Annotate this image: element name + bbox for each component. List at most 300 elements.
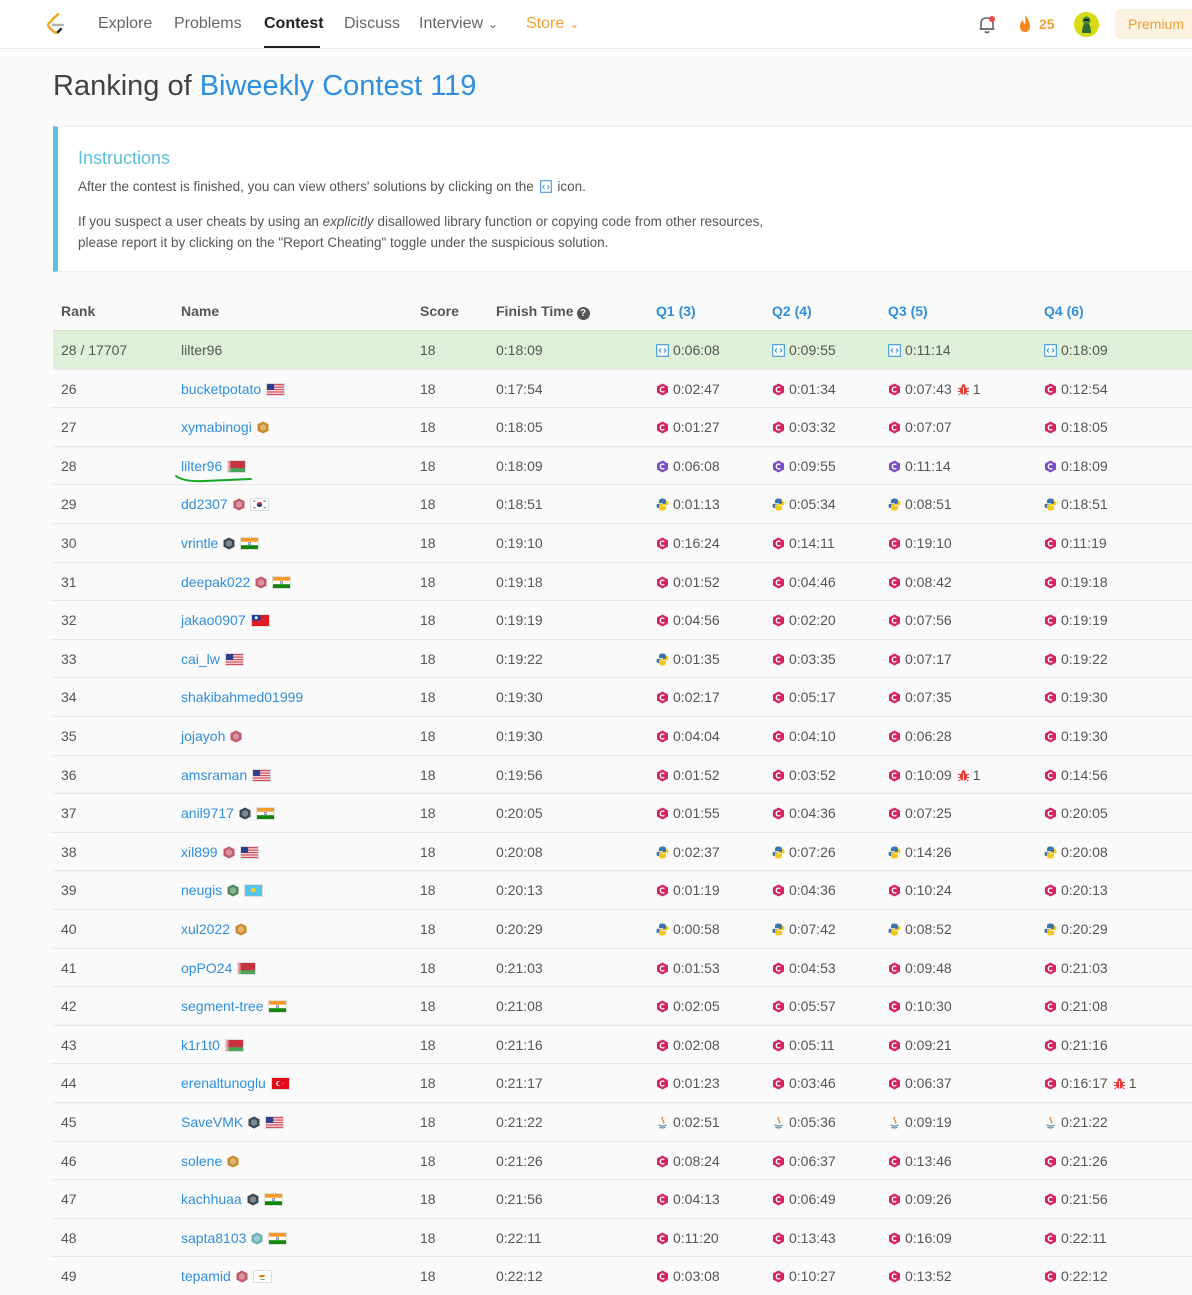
cpp-icon [1044,1270,1057,1283]
username-link[interactable]: lilter96 [181,457,223,474]
question-time-cell[interactable] [656,419,720,435]
question-time: 0:16:17 [1061,1075,1108,1092]
table-row [53,986,1192,1025]
question-time-cell[interactable] [1044,1075,1137,1091]
question-time-cell[interactable] [656,1230,719,1246]
question-time-cell[interactable] [772,728,836,744]
chevron-down-icon: ⌄ [569,17,580,31]
question-time-cell[interactable] [772,496,836,512]
header-score: Score [420,303,459,319]
score-cell: 18 [420,1229,436,1246]
username-link[interactable]: sapta8103 [181,1229,247,1246]
finish-time-cell: 0:21:08 [496,998,543,1015]
question-time: 0:01:19 [673,882,720,899]
question-time-cell[interactable] [772,419,836,435]
cpp-icon [772,653,785,666]
question-time: 0:01:13 [673,496,720,513]
question-time: 0:19:22 [1061,650,1108,667]
rating-badge-icon [247,1193,259,1206]
name-cell [181,381,285,397]
question-time: 0:07:17 [905,650,952,667]
username-link[interactable]: erenaltunoglu [181,1075,266,1092]
question-time-cell[interactable] [1044,1153,1108,1169]
username-link[interactable]: xul2022 [181,921,231,937]
score-cell: 18 [420,535,436,551]
code-file-icon [656,344,669,357]
question-time: 0:21:03 [1061,959,1108,976]
question-time-cell[interactable] [656,882,720,898]
question-time-cell[interactable] [772,998,836,1014]
rating-badge-icon [239,807,251,820]
question-time-cell[interactable] [1044,767,1108,783]
finish-time-cell: 0:18:09 [496,457,543,474]
question-time-cell[interactable] [656,1268,720,1284]
username-link[interactable]: amsraman [181,766,248,783]
avatar[interactable] [1074,12,1099,37]
question-time-cell[interactable] [1044,1230,1107,1246]
question-time-cell[interactable] [772,1153,836,1169]
username-link[interactable]: cai_lw [181,650,220,667]
question-time-cell[interactable] [772,1230,836,1246]
question-time-cell[interactable] [656,1114,720,1130]
username-link[interactable]: deepak022 [181,573,251,590]
question-time-cell[interactable] [1044,458,1108,474]
username-link[interactable]: anil9717 [181,805,234,822]
cpp-icon [772,614,785,627]
header-q1[interactable]: Q1 (3) [656,303,696,319]
question-time-cell[interactable] [1044,882,1108,898]
username-link[interactable]: jojayoh [181,728,226,744]
instructions-panel [53,126,1192,272]
name-cell [181,1268,272,1284]
cpp-icon [656,962,669,975]
username-link[interactable]: vrintle [181,535,219,551]
question-time-cell[interactable] [888,458,951,474]
country-flag-icon [272,576,291,589]
cpp-icon [772,807,785,820]
country-flag-icon [266,383,285,396]
question-time: 0:02:05 [673,998,720,1015]
question-time: 0:13:46 [905,1152,952,1169]
nav-discuss[interactable]: Discuss [344,15,401,32]
question-time: 0:12:54 [1061,380,1108,397]
premium-button[interactable]: Premium [1115,9,1192,39]
question-time: 0:08:52 [905,921,952,937]
nav-store[interactable] [526,15,579,33]
question-time-cell[interactable] [772,381,836,397]
question-time-cell[interactable] [888,689,952,705]
question-time-cell[interactable] [656,574,720,590]
finish-time-cell: 0:21:17 [496,1075,543,1092]
question-time-cell[interactable] [1044,998,1108,1014]
cpp-icon [656,614,669,627]
question-time: 0:01:53 [673,959,720,976]
question-time-cell[interactable] [1044,419,1108,435]
score-cell: 18 [420,959,436,976]
question-time-cell[interactable] [772,689,836,705]
question-time: 0:19:19 [1061,612,1108,629]
question-time-cell[interactable] [772,612,836,628]
question-time-cell[interactable] [656,921,720,937]
question-time: 0:13:43 [789,1229,836,1246]
question-time-cell[interactable] [1044,574,1108,590]
header-q3[interactable]: Q3 (5) [888,303,928,319]
code-file-icon [888,344,901,357]
question-time-cell[interactable] [656,1191,720,1207]
question-time-cell[interactable] [772,1268,836,1284]
cpp-icon [772,962,785,975]
question-time-cell[interactable] [1044,844,1108,860]
question-time-cell[interactable] [772,651,836,667]
question-time-cell[interactable] [888,882,952,898]
name-cell [181,612,270,628]
question-time: 0:02:08 [673,1036,720,1053]
help-icon[interactable]: ? [577,307,590,320]
question-time: 0:02:47 [673,380,720,397]
instructions-p2-emphasis: explicitly [322,214,374,229]
nav-store-label: Store [526,15,565,32]
question-time-cell[interactable] [888,805,952,821]
username-link[interactable]: xymabinogi [181,419,252,436]
rank-cell: 46 [61,1152,77,1169]
question-time-cell[interactable] [772,1114,836,1130]
name-cell [181,574,291,590]
header-finish-label: Finish Time [496,303,574,319]
chevron-down-icon: ⌄ [488,17,499,31]
question-time-cell[interactable] [772,921,836,937]
cpp-icon [888,1000,901,1013]
username-link[interactable]: tepamid [181,1268,231,1285]
question-time-cell[interactable] [656,535,720,551]
question-time: 0:00:58 [673,921,720,937]
question-time-cell[interactable] [772,767,836,783]
question-time: 0:02:17 [673,689,720,706]
username-link[interactable]: solene [181,1152,223,1169]
score-cell: 18 [420,650,436,667]
question-time-cell[interactable] [772,882,836,898]
question-time-cell[interactable] [1044,1037,1108,1053]
score-cell: 18 [420,766,436,783]
question-time-cell[interactable] [888,998,952,1014]
instructions-title: Instructions [78,148,171,168]
question-time: 0:01:52 [673,573,720,590]
question-time: 0:09:21 [905,1036,952,1053]
question-time-cell[interactable] [888,496,952,512]
question-time-cell[interactable] [888,767,981,783]
question-time: 0:07:42 [789,921,836,937]
question-time-cell[interactable] [1044,535,1107,551]
cpp-icon [656,1077,669,1090]
cpp-icon [656,1270,669,1283]
question-time-cell[interactable] [888,960,952,976]
question-time-cell[interactable] [656,458,720,474]
name-cell [181,998,287,1014]
question-time-cell[interactable] [888,844,952,860]
finish-time-cell: 0:18:51 [496,496,543,513]
instructions-paragraph-1 [78,176,838,197]
username-link[interactable]: k1r1t0 [181,1036,220,1053]
finish-time-cell: 0:21:56 [496,1191,543,1208]
rank-cell: 44 [61,1075,77,1092]
question-time-cell[interactable] [772,1191,836,1207]
question-time-cell[interactable] [1044,651,1108,667]
score-cell: 18 [420,1036,436,1053]
question-time-cell[interactable] [888,381,981,397]
score-cell: 18 [420,1075,436,1092]
cpp-icon [1044,537,1057,550]
question-time-cell[interactable] [888,342,951,358]
question-time-cell[interactable] [656,1075,720,1091]
cpp-icon [1044,769,1057,782]
nav-interview-label: Interview [419,15,484,32]
question-time-cell[interactable] [656,1037,720,1053]
question-time-cell[interactable] [1044,921,1108,937]
question-time-cell[interactable] [888,651,952,667]
rank-cell: 43 [61,1036,77,1053]
rank-cell: 38 [61,843,77,860]
username-link[interactable]: jakao0907 [181,612,246,629]
question-time-cell[interactable] [1044,960,1108,976]
question-time: 0:01:34 [789,380,836,397]
username-link[interactable]: shakibahmed01999 [181,689,304,706]
rating-badge-icon [227,1155,239,1168]
score-cell: 18 [420,496,436,513]
question-time-cell[interactable] [1044,496,1108,512]
country-flag-icon [240,846,259,859]
question-time-cell[interactable] [888,1268,952,1284]
question-time-cell[interactable] [888,1037,952,1053]
question-time-cell[interactable] [656,612,720,628]
rank-cell: 26 [61,380,77,397]
username-link[interactable]: neugis [181,882,223,899]
cpp-icon [1044,1232,1057,1245]
rank-cell: 28 [61,457,77,474]
table-row [53,369,1192,408]
question-time: 0:19:30 [1061,689,1108,706]
cpp-icon [888,769,901,782]
score-cell: 18 [420,728,436,744]
score-cell: 18 [420,342,436,358]
question-time: 0:04:04 [673,728,720,744]
name-cell [181,1075,290,1091]
question-time: 0:11:19 [1061,535,1107,551]
question-time: 0:21:08 [1061,998,1108,1015]
question-time: 0:09:55 [789,457,836,474]
question-time-cell[interactable] [772,1075,836,1091]
score-cell: 18 [420,573,436,590]
question-time: 0:06:08 [673,457,720,474]
question-time-cell[interactable] [656,342,720,358]
table-row [53,1025,1192,1064]
question-time-cell[interactable] [1044,805,1108,821]
rank-cell: 30 [61,535,77,551]
cpp-icon [656,1039,669,1052]
cpp-icon [656,730,669,743]
question-time: 0:10:27 [789,1268,836,1285]
java-icon [888,1116,901,1129]
question-time-cell[interactable] [656,998,720,1014]
title-prefix: Ranking of [53,70,200,102]
username-link[interactable]: xil899 [181,843,218,860]
name-cell [181,1153,239,1169]
java-icon [656,1116,669,1129]
question-time: 0:05:36 [789,1114,836,1130]
score-cell: 18 [420,921,436,937]
question-time-cell[interactable] [1044,728,1108,744]
country-flag-icon [237,962,256,975]
header-q4[interactable]: Q4 (6) [1044,303,1084,319]
c-icon [888,460,901,473]
question-time-cell[interactable] [888,1075,952,1091]
rating-badge-icon [227,884,239,897]
country-flag-icon [251,614,270,627]
question-time-cell[interactable] [1044,1114,1108,1130]
country-flag-icon [256,807,275,820]
cpp-icon [1044,730,1057,743]
username-link[interactable]: segment-tree [181,998,264,1015]
question-time-cell[interactable] [888,535,952,551]
country-flag-icon [225,1039,244,1052]
question-time-cell[interactable] [1044,689,1108,705]
username-link[interactable]: kachhuaa [181,1191,242,1208]
name-cell [181,535,259,551]
table-row [53,639,1192,678]
question-time-cell[interactable] [772,342,836,358]
question-time: 0:20:13 [1061,882,1108,899]
question-time: 0:07:07 [905,419,952,436]
question-time-cell[interactable] [772,844,836,860]
question-time: 0:21:26 [1061,1152,1108,1169]
username-link[interactable]: dd2307 [181,496,228,513]
cpp-icon [888,1270,901,1283]
question-time-cell[interactable] [772,458,836,474]
rating-badge-icon [248,1116,260,1129]
question-time-cell[interactable] [772,574,836,590]
my-ranking-row [53,330,1192,369]
question-time-cell[interactable] [656,496,720,512]
code-file-icon [540,180,552,193]
question-time-cell[interactable] [1044,1268,1108,1284]
question-time-cell[interactable] [1044,381,1108,397]
question-time-cell[interactable] [772,960,836,976]
question-time-cell[interactable] [1044,612,1108,628]
fire-streak-icon[interactable] [1016,14,1034,34]
question-time: 0:01:52 [673,766,720,783]
question-time-cell[interactable] [888,574,952,590]
question-time-cell[interactable] [888,1230,952,1246]
name-cell [181,496,269,512]
question-time: 0:20:29 [1061,921,1108,937]
question-time-cell[interactable] [888,419,952,435]
question-time-cell[interactable] [1044,342,1108,358]
country-flag-icon [250,498,269,511]
table-row [53,1141,1192,1180]
nav-problems[interactable]: Problems [174,15,242,32]
table-row [53,1218,1192,1257]
name-cell [181,767,271,783]
question-time-cell[interactable] [1044,1191,1108,1207]
python-icon [888,846,901,859]
username-link[interactable]: bucketpotato [181,380,262,397]
question-time-cell[interactable] [656,381,720,397]
cpp-icon [1044,421,1057,434]
question-time: 0:04:36 [789,882,836,899]
finish-time-cell: 0:19:10 [496,535,543,551]
cpp-icon [772,1039,785,1052]
header-q2[interactable]: Q2 (4) [772,303,812,319]
rank-cell: 49 [61,1268,77,1285]
question-time-cell[interactable] [656,805,720,821]
question-time-cell[interactable] [656,728,720,744]
rating-badge-icon [223,537,235,550]
c-icon [656,460,669,473]
question-time-cell[interactable] [888,1114,952,1130]
question-time-cell[interactable] [656,844,720,860]
finish-time-cell: 0:20:08 [496,843,543,860]
question-time-cell[interactable] [772,1037,835,1053]
nav-interview[interactable] [419,15,498,33]
table-row [53,1063,1192,1102]
question-time-cell[interactable] [772,535,835,551]
score-cell: 18 [420,843,436,860]
contest-link[interactable]: Biweekly Contest 119 [199,70,477,102]
question-time-cell[interactable] [888,612,952,628]
question-time: 0:08:42 [905,573,952,590]
question-time-cell[interactable] [656,651,720,667]
cpp-icon [888,421,901,434]
question-time-cell[interactable] [656,767,720,783]
nav-contest[interactable]: Contest [264,15,324,32]
question-time-cell[interactable] [888,1153,952,1169]
finish-time-cell: 0:18:09 [496,342,543,358]
wrong-submission-count: 1 [972,380,981,397]
cpp-icon [888,1155,901,1168]
nav-explore[interactable]: Explore [98,15,153,32]
name-cell [181,844,259,860]
question-time-cell[interactable] [656,1153,720,1169]
table-row [53,1102,1192,1141]
python-icon [656,923,669,936]
question-time-cell[interactable] [772,805,836,821]
streak-count: 25 [1039,16,1055,32]
notification-bell-icon[interactable] [976,13,998,35]
python-icon [772,498,785,511]
question-time: 0:01:55 [673,805,720,822]
header-finish-time [496,303,590,320]
question-time: 0:07:35 [905,689,952,706]
cpp-icon [656,1193,669,1206]
username-link[interactable]: opPO24 [181,959,233,976]
question-time: 0:04:13 [673,1191,720,1208]
question-time-cell[interactable] [888,921,952,937]
navbar [0,0,1192,49]
question-time-cell[interactable] [888,728,952,744]
question-time: 0:02:37 [673,843,720,860]
question-time-cell[interactable] [656,689,720,705]
username-link[interactable]: SaveVMK [181,1114,244,1130]
question-time: 0:19:10 [905,535,952,551]
cpp-icon [772,730,785,743]
question-time: 0:16:09 [905,1229,952,1246]
rank-cell: 27 [61,419,77,436]
rank-cell: 41 [61,959,77,976]
question-time-cell[interactable] [888,1191,952,1207]
rating-badge-icon [235,923,247,936]
question-time: 0:02:20 [789,612,836,629]
question-time-cell[interactable] [656,960,720,976]
leetcode-logo-icon[interactable] [44,12,68,36]
question-time: 0:22:12 [1061,1268,1108,1285]
